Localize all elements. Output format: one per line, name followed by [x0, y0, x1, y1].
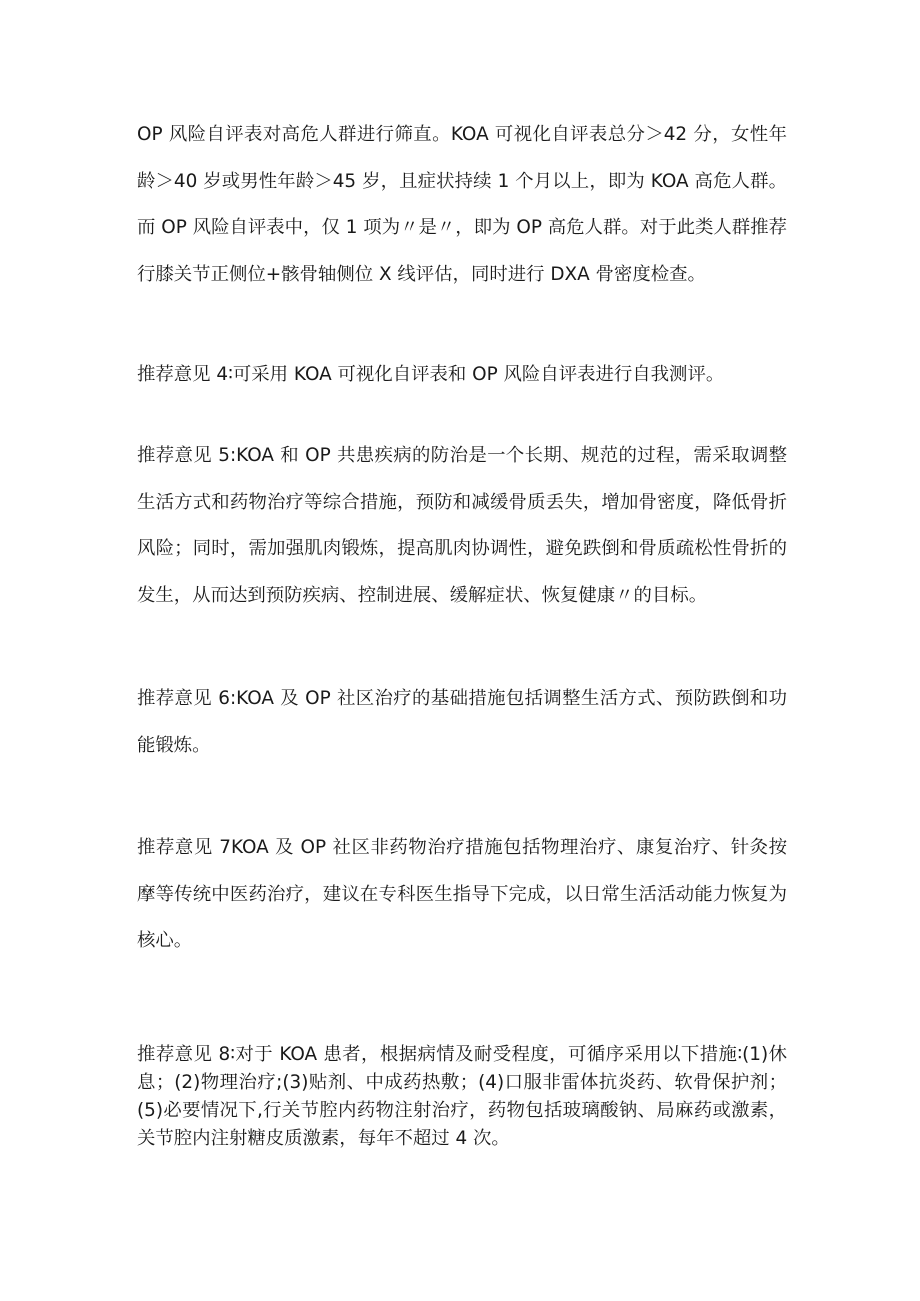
paragraph-recommendation-4: 推荐意见 4∶可采用 KOA 可视化自评表和 OP 风险自评表进行自我测评。 [137, 364, 725, 385]
paragraph-recommendation-7: 推荐意见 7KOA 及 OP 社区非药物治疗措施包括物理治疗、康复治疗、针灸按摩等传统中医药治疗，建议在专科医生指导下完成，以日常生活活动能力恢复为核心。 [137, 837, 787, 951]
paragraph-recommendation-8: 推荐意见 8∶对于 KOA 患者，根据病情及耐受程度，可循序采用以下措施∶(1)休息；(2)物理治疗;(3)贴剂、中成药热敷；(4)口服非雷体抗炎药、软骨保护剂；(5)必要情况下,行关节腔内药物注射治疗，药物包括玻璃酸钠、局麻药或激素，关节腔内注射糖皮质激素，每年不超过 4 次。 [137, 1044, 787, 1149]
paragraph-recommendation-5: 推荐意见 5:KOA 和 OP 共患疾病的防治是一个长期、规范的过程，需采取调整生活方式和药物治疗等综合措施，预防和减缓骨质丢失，增加骨密度，降低骨折风险；同时，需加强肌肉锻炼，提高肌肉协调性，避免跌倒和骨质疏松性骨折的发生，从而达到预防疾病、控制进展、缓解症状、恢复健康〃的目标。 [137, 445, 787, 606]
paragraph-op-risk-screening: OP 风险自评表对高危人群进行筛直。KOA 可视化自评表总分＞42 分，女性年龄＞40 岁或男性年龄＞45 岁，且症状持续 1 个月以上，即为 KOA 高危人群。而 OP 风险自评表中，仅 1 项为〃是〃，即为 OP 高危人群。对于此类人群推荐行膝关节正侧位+骸骨轴侧位 X 线评估，同时进行 DXA 骨密度检查。 [137, 124, 787, 285]
paragraph-recommendation-6: 推荐意见 6:KOA 及 OP 社区治疗的基础措施包括调整生活方式、预防跌倒和功能锻炼。 [137, 688, 787, 756]
